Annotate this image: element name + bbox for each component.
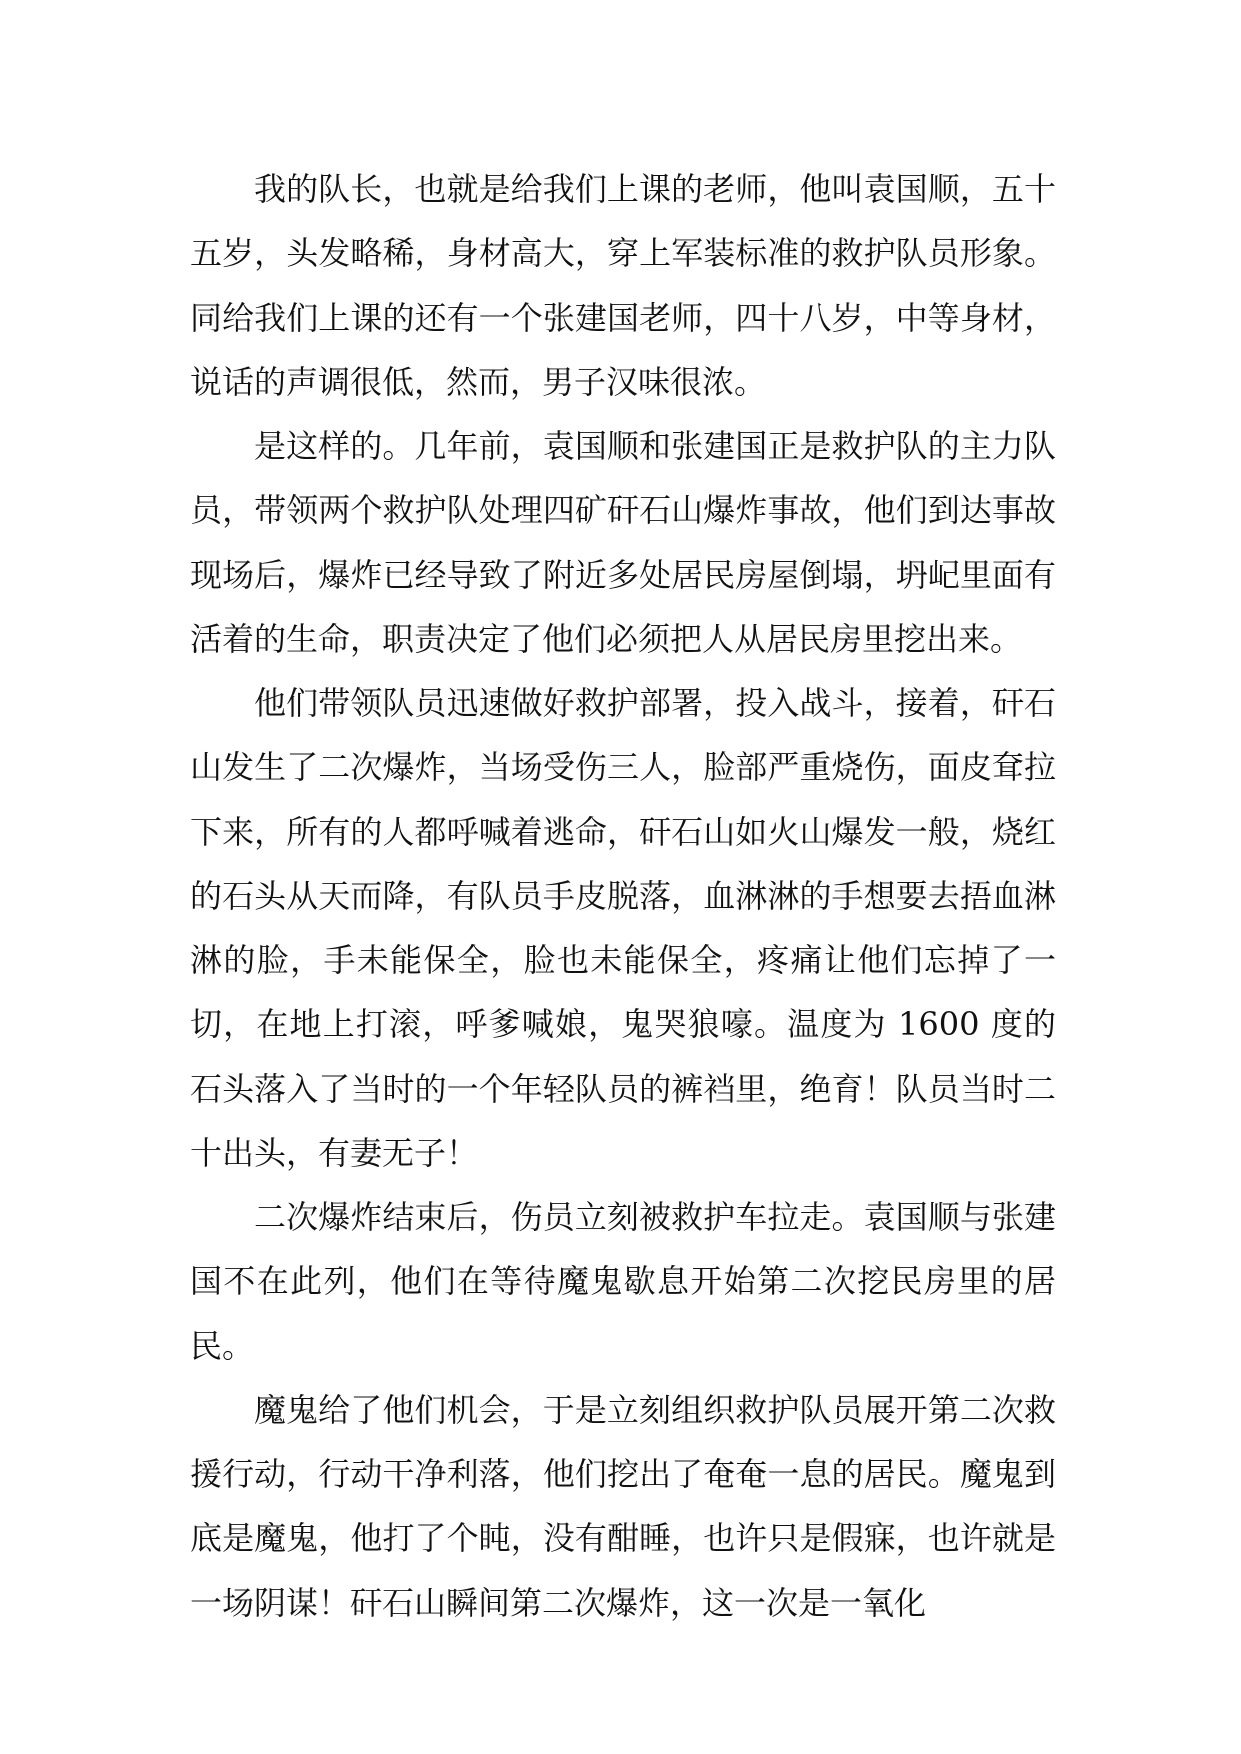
paragraph-1: 我的队长，也就是给我们上课的老师，他叫袁国顺，五十五岁，头发略稀，身材高大，穿上军装标准的救护队员形象。同给我们上课的还有一个张建国老师，四十八岁，中等身材，说话的声调很低，然而，男子汉味很浓。 — [190, 170, 1056, 401]
paragraph-5: 魔鬼给了他们机会，于是立刻组织救护队员展开第二次救援行动，行动干净利落，他们挖出了奄奄一息的居民。魔鬼到底是魔鬼，他打了个盹，没有酣睡，也许只是假寐，也许就是一场阴谋！矸石山瞬间第二次爆炸，这一次是一氧化 — [190, 1390, 1056, 1622]
paragraph-2: 是这样的。几年前，袁国顺和张建国正是救护队的主力队员，带领两个救护队处理四矿矸石山爆炸事故，他们到达事故现场后，爆炸已经导致了附近多处居民房屋倒塌，坍屺里面有活着的生命，职责决定了他们必须把人从居民房里挖出来。 — [190, 427, 1056, 658]
paragraph-3: 他们带领队员迅速做好救护部署，投入战斗，接着，矸石山发生了二次爆炸，当场受伤三人，脸部严重烧伤，面皮耷拉下来，所有的人都呼喊着逃命，矸石山如火山爆发一般，烧红的石头从天而降，有队员手皮脱落，血淋淋的手想要去捂血淋淋的脸，手未能保全，脸也未能保全，疼痛让他们忘掉了一切，在地上打滚，呼爹喊娘，鬼哭狼嚎。温度为 1600 度的石头落入了当时的一个年轻队员的裤裆里，绝育！队员当时二十出头，有妻无子！ — [190, 684, 1056, 1172]
paragraph-4: 二次爆炸结束后，伤员立刻被救护车拉走。袁国顺与张建国不在此列，他们在等待魔鬼歇息开始第二次挖民房里的居民。 — [190, 1198, 1056, 1365]
body-text — [190, 157, 1056, 1635]
